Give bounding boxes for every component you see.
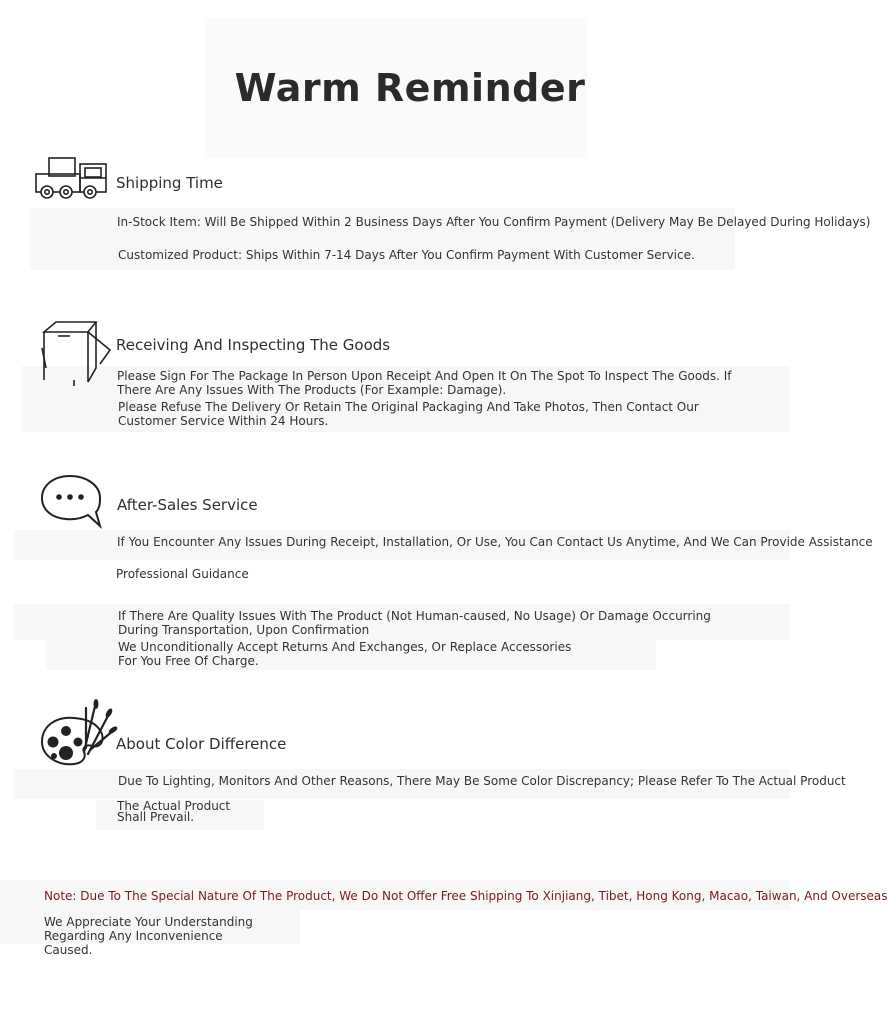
after-sales-returns-text: We Unconditionally Accept Returns And Exchanges, Or Replace Accessories For You Free Of Charge. (118, 640, 572, 668)
receiving-refuse-text: Please Refuse The Delivery Or Retain The Original Packaging And Take Photos, Then Contact Our Customer Service Within 24 Hours. (118, 400, 699, 428)
section-heading-shipping-time: Shipping Time (116, 174, 223, 192)
section-heading-after-sales: After-Sales Service (117, 496, 258, 514)
section-heading-receiving: Receiving And Inspecting The Goods (116, 336, 391, 354)
color-discrepancy-text: Due To Lighting, Monitors And Other Reasons, There May Be Some Color Discrepancy; Please Refer To The Actual Product (118, 774, 846, 788)
page-title: Warm Reminder (234, 66, 586, 110)
after-sales-quality-text: If There Are Quality Issues With The Product (Not Human-caused, No Usage) Or Damage Occurring During Transportation, Upon Confirmation (118, 609, 711, 637)
shipping-instock-text: In-Stock Item: Will Be Shipped Within 2 Business Days After You Confirm Payment (Delivery May Be Delayed During Holidays) (117, 215, 871, 229)
section-heading-color-difference: About Color Difference (116, 735, 287, 753)
truck-icon (34, 156, 112, 200)
shipping-customized-text: Customized Product: Ships Within 7-14 Days After You Confirm Payment With Customer Service. (118, 248, 695, 262)
box-icon (40, 320, 114, 386)
after-sales-guidance-text: Professional Guidance (116, 567, 249, 581)
note-text: Note: Due To The Special Nature Of The Product, We Do Not Offer Free Shipping To Xinjiang, Tibet, Hong Kong, Macao, Taiwan, And Overseas (44, 889, 888, 903)
after-sales-contact-text: If You Encounter Any Issues During Receipt, Installation, Or Use, You Can Contact Us Anytime, And We Can Provide Assistance (117, 535, 873, 549)
note-followup-text: We Appreciate Your Understanding Regarding Any Inconvenience Caused. (44, 915, 253, 957)
color-prevail-text: The Actual Product Shall Prevail. (117, 799, 231, 824)
receiving-inspect-text: Please Sign For The Package In Person Upon Receipt And Open It On The Spot To Inspect The Goods. If There Are Any Issues With The Products (For Example: Damage). (117, 369, 732, 397)
speech-bubble-icon (40, 474, 104, 530)
paint-palette-icon (40, 698, 116, 768)
